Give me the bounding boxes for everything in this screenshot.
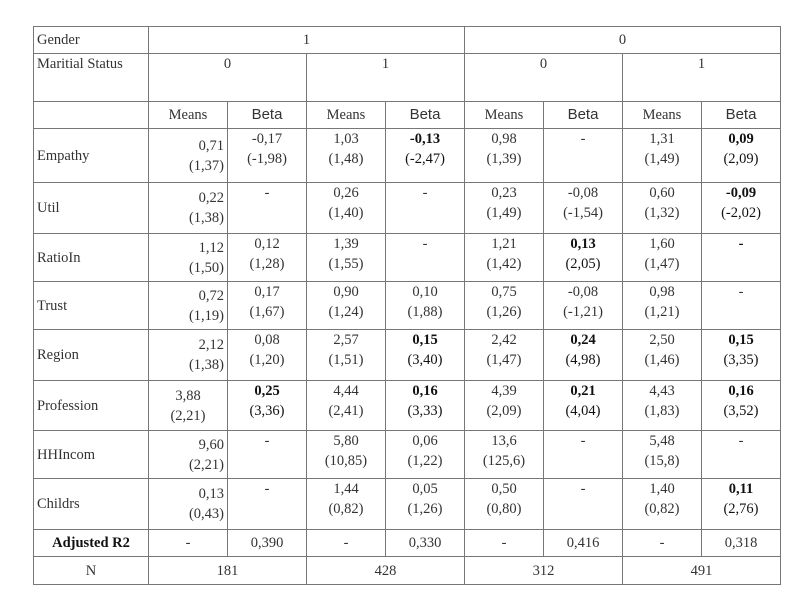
cell-paren: (15,8) [644, 453, 680, 469]
cell-paren: (1,39) [486, 151, 522, 167]
cell-paren: (-2,47) [405, 151, 445, 167]
subheader-row [34, 102, 781, 129]
cell-value: 0,16 [728, 383, 754, 399]
r2-cell: - [623, 530, 702, 557]
cell-paren: (1,49) [644, 151, 680, 167]
beta-cell [386, 183, 465, 234]
cell-paren: (1,20) [249, 352, 285, 368]
means-cell [149, 381, 228, 431]
cell-paren: (-2,02) [721, 205, 761, 221]
table-row [34, 381, 781, 431]
gender-0-header: 0 [465, 27, 781, 54]
cell-value: 0,71 [198, 137, 224, 154]
row-label: Util [34, 183, 149, 234]
cell-paren: (3,52) [723, 403, 759, 419]
cell-value: 0,90 [333, 284, 359, 300]
beta-header: Beta [228, 102, 307, 129]
n-cell: 312 [465, 557, 623, 585]
r2-cell: 0,330 [386, 530, 465, 557]
cell-value: 0,08 [254, 332, 280, 348]
cell-paren: (3,33) [407, 403, 443, 419]
table-row [34, 330, 781, 381]
cell-paren: (0,82) [328, 501, 364, 517]
cell-value: 0,11 [728, 481, 754, 497]
means-cell [149, 183, 228, 234]
beta-cell [702, 282, 781, 330]
cell-value: 0,05 [412, 481, 438, 497]
means-cell [149, 330, 228, 381]
beta-cell [386, 479, 465, 530]
cell-value: 0,13 [570, 236, 596, 252]
means-cell [623, 282, 702, 330]
cell-value: 0,25 [254, 383, 280, 399]
cell-value: 0,50 [491, 481, 517, 497]
table-row [34, 129, 781, 183]
cell-value: 0,23 [491, 185, 517, 201]
cell-value: -0,08 [567, 185, 599, 201]
beta-cell [228, 282, 307, 330]
beta-cell [386, 431, 465, 479]
row-label: Profession [34, 381, 149, 431]
regression-table [33, 26, 781, 585]
cell-value: - [580, 131, 586, 147]
cell-paren: (-1,54) [563, 205, 603, 221]
means-cell [623, 381, 702, 431]
cell-paren: (2,09) [723, 151, 759, 167]
beta-header: Beta [544, 102, 623, 129]
means-cell [307, 234, 386, 282]
row-label: RatioIn [34, 234, 149, 282]
cell-paren: (3,35) [723, 352, 759, 368]
adjusted-r2-label: Adjusted R2 [34, 530, 149, 557]
cell-value: 0,22 [198, 190, 224, 206]
cell-value: -0,08 [567, 284, 599, 300]
cell-paren: (2,76) [723, 501, 759, 517]
cell-paren: (1,26) [486, 304, 522, 320]
row-label: HHIncom [34, 431, 149, 479]
beta-cell [544, 234, 623, 282]
table-row [34, 234, 781, 282]
cell-value: 2,42 [491, 332, 517, 348]
cell-value: 0,13 [198, 486, 224, 502]
cell-paren: (2,09) [486, 403, 522, 419]
cell-value: 0,10 [412, 284, 438, 300]
cell-paren: (-1,21) [563, 304, 603, 320]
means-cell [149, 282, 228, 330]
cell-value: -0,13 [409, 131, 441, 147]
means-cell [307, 381, 386, 431]
cell-paren: (1,38) [188, 357, 224, 373]
cell-paren: (1,51) [328, 352, 364, 368]
cell-value: 1,12 [198, 239, 224, 256]
cell-paren: (0,43) [188, 506, 224, 522]
cell-value: 0,98 [491, 131, 517, 147]
cell-paren: (1,48) [328, 151, 364, 167]
means-cell [465, 129, 544, 183]
cell-paren: (1,67) [249, 304, 285, 320]
cell-value: - [264, 185, 270, 201]
means-cell [465, 234, 544, 282]
cell-value: 1,44 [333, 481, 359, 497]
beta-cell [386, 282, 465, 330]
cell-paren: (0,80) [486, 501, 522, 517]
cell-value: 0,60 [649, 185, 675, 201]
cell-paren: (2,21) [188, 456, 224, 473]
cell-value: - [422, 185, 428, 201]
beta-cell [228, 129, 307, 183]
cell-value: 4,44 [333, 383, 359, 399]
cell-value: 0,26 [333, 185, 359, 201]
beta-cell [544, 381, 623, 431]
means-header: Means [623, 102, 702, 129]
cell-paren: (1,40) [328, 205, 364, 221]
cell-value: 4,39 [491, 383, 517, 399]
n-label: N [34, 557, 149, 585]
means-cell [623, 330, 702, 381]
cell-value: 4,43 [649, 383, 675, 399]
subheader-blank [34, 102, 149, 129]
cell-value: 0,15 [412, 332, 438, 348]
cell-paren: (1,22) [407, 453, 443, 469]
beta-cell [386, 381, 465, 431]
cell-paren: (-1,98) [247, 151, 287, 167]
cell-value: -0,09 [725, 185, 757, 201]
gender-1-header: 1 [149, 27, 465, 54]
cell-value: 0,12 [254, 236, 280, 252]
cell-paren: (0,82) [644, 501, 680, 517]
cell-value: 0,16 [412, 383, 438, 399]
cell-value: - [580, 481, 586, 497]
table-row [34, 479, 781, 530]
cell-value: 9,60 [198, 436, 224, 453]
marital-value: 1 [623, 54, 781, 102]
table-row [34, 431, 781, 479]
beta-cell [544, 129, 623, 183]
means-cell [465, 431, 544, 479]
beta-cell [228, 330, 307, 381]
beta-cell [228, 479, 307, 530]
cell-paren: (3,40) [407, 352, 443, 368]
marital-value: 1 [307, 54, 465, 102]
beta-cell [228, 381, 307, 431]
cell-value: - [738, 284, 744, 300]
means-cell [307, 282, 386, 330]
cell-paren: (10,85) [324, 453, 368, 469]
beta-cell [702, 479, 781, 530]
beta-header: Beta [386, 102, 465, 129]
beta-cell [386, 330, 465, 381]
beta-cell [386, 234, 465, 282]
r2-cell: 0,318 [702, 530, 781, 557]
beta-header: Beta [702, 102, 781, 129]
cell-paren: (2,21) [170, 407, 206, 424]
n-cell: 181 [149, 557, 307, 585]
cell-value: 0,09 [728, 131, 754, 147]
cell-paren: (1,46) [644, 352, 680, 368]
means-cell [465, 183, 544, 234]
cell-paren: (1,24) [328, 304, 364, 320]
marital-row [34, 54, 781, 102]
cell-value: 0,17 [254, 284, 280, 300]
means-cell [623, 234, 702, 282]
cell-value: 3,88 [175, 387, 201, 404]
beta-cell [702, 381, 781, 431]
cell-value: - [580, 433, 586, 449]
means-cell [465, 330, 544, 381]
table-row [34, 282, 781, 330]
cell-value: 1,60 [649, 236, 675, 252]
cell-paren: (1,32) [644, 205, 680, 221]
row-label: Childrs [34, 479, 149, 530]
cell-value: 0,06 [412, 433, 438, 449]
means-cell [307, 183, 386, 234]
cell-paren: (1,47) [644, 256, 680, 272]
row-label: Region [34, 330, 149, 381]
cell-value: - [264, 433, 270, 449]
beta-cell [544, 479, 623, 530]
means-cell [623, 479, 702, 530]
cell-paren: (3,36) [249, 403, 285, 419]
cell-value: 1,03 [333, 131, 359, 147]
means-cell [149, 431, 228, 479]
cell-value: 0,75 [491, 284, 517, 300]
r2-cell: - [465, 530, 544, 557]
cell-value: 0,21 [570, 383, 596, 399]
cell-paren: (2,41) [328, 403, 364, 419]
cell-value: 1,31 [649, 131, 675, 147]
cell-paren: (1,37) [188, 157, 224, 174]
beta-cell [702, 183, 781, 234]
beta-cell [702, 330, 781, 381]
r2-cell: - [149, 530, 228, 557]
cell-value: 5,80 [333, 433, 359, 449]
cell-value: 2,12 [198, 337, 224, 353]
cell-paren: (1,28) [249, 256, 285, 272]
beta-cell [544, 431, 623, 479]
cell-value: - [738, 433, 744, 449]
table-row [34, 183, 781, 234]
means-cell [149, 234, 228, 282]
means-cell [623, 129, 702, 183]
marital-value: 0 [465, 54, 623, 102]
cell-value: 2,57 [333, 332, 359, 348]
cell-value: 0,15 [728, 332, 754, 348]
cell-value: 5,48 [649, 433, 675, 449]
cell-value: -0,17 [251, 131, 283, 147]
cell-paren: (1,55) [328, 256, 364, 272]
row-label: Empathy [34, 129, 149, 183]
cell-paren: (1,88) [407, 304, 443, 320]
cell-value: 0,24 [570, 332, 596, 348]
means-header: Means [149, 102, 228, 129]
means-cell [149, 479, 228, 530]
r2-cell: 0,416 [544, 530, 623, 557]
beta-cell [702, 129, 781, 183]
cell-value: 1,40 [649, 481, 675, 497]
means-cell [623, 183, 702, 234]
beta-cell [702, 234, 781, 282]
n-cell: 491 [623, 557, 781, 585]
row-label: Trust [34, 282, 149, 330]
beta-cell [228, 431, 307, 479]
cell-value: 0,98 [649, 284, 675, 300]
means-header: Means [307, 102, 386, 129]
means-header: Means [465, 102, 544, 129]
beta-cell [228, 183, 307, 234]
cell-value: 13,6 [491, 433, 517, 449]
means-cell [465, 479, 544, 530]
means-cell [623, 431, 702, 479]
means-cell [307, 479, 386, 530]
cell-paren: (2,05) [565, 256, 601, 272]
gender-row [34, 27, 781, 54]
cell-paren: (1,38) [188, 210, 224, 226]
cell-value: - [738, 236, 744, 252]
beta-cell [544, 330, 623, 381]
cell-paren: (1,19) [188, 307, 224, 324]
cell-value: - [264, 481, 270, 497]
cell-paren: (4,04) [565, 403, 601, 419]
cell-paren: (1,83) [644, 403, 680, 419]
beta-cell [702, 431, 781, 479]
means-cell [149, 129, 228, 183]
beta-cell [386, 129, 465, 183]
cell-paren: (1,26) [407, 501, 443, 517]
cell-paren: (125,6) [482, 453, 526, 469]
r2-cell: - [307, 530, 386, 557]
cell-value: 2,50 [649, 332, 675, 348]
means-cell [307, 330, 386, 381]
beta-cell [544, 282, 623, 330]
means-cell [465, 381, 544, 431]
cell-paren: (1,49) [486, 205, 522, 221]
means-cell [465, 282, 544, 330]
r2-cell: 0,390 [228, 530, 307, 557]
cell-value: - [422, 236, 428, 252]
means-cell [307, 129, 386, 183]
cell-value: 1,39 [333, 236, 359, 252]
adjusted-r2-row [34, 530, 781, 557]
means-cell [307, 431, 386, 479]
beta-cell [544, 183, 623, 234]
cell-paren: (1,47) [486, 352, 522, 368]
marital-label: Maritial Status [34, 54, 149, 102]
marital-value: 0 [149, 54, 307, 102]
cell-value: 1,21 [491, 236, 517, 252]
gender-label: Gender [34, 27, 149, 54]
cell-paren: (4,98) [565, 352, 601, 368]
n-cell: 428 [307, 557, 465, 585]
cell-paren: (1,21) [644, 304, 680, 320]
beta-cell [228, 234, 307, 282]
n-row [34, 557, 781, 585]
cell-value: 0,72 [198, 287, 224, 304]
cell-paren: (1,42) [486, 256, 522, 272]
cell-paren: (1,50) [188, 259, 224, 276]
